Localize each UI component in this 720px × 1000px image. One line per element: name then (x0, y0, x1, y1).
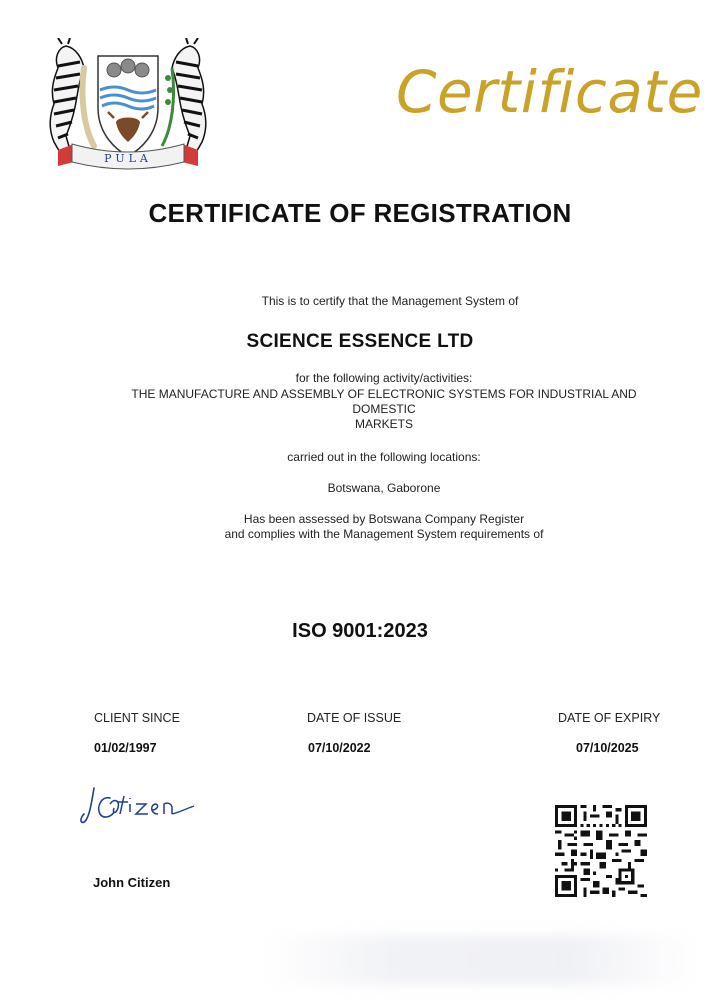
activity-line-3: MARKETS (354, 417, 413, 431)
intro-text: This is to certify that the Management System of (261, 294, 519, 308)
company-name: SCIENCE ESSENCE LTD (246, 331, 474, 352)
handwritten-signature (80, 780, 200, 830)
assessment-line-1: Has been assessed by Botswana Company Register (243, 512, 525, 526)
date-of-issue-label: DATE OF ISSUE (307, 711, 402, 725)
client-since-value: 01/02/1997 (94, 741, 157, 755)
left-zebra (50, 38, 84, 156)
certificate-script-title: Certificate (396, 58, 703, 126)
iso-standard: ISO 9001:2023 (292, 620, 428, 642)
client-since-label: CLIENT SINCE (94, 711, 180, 725)
signer-name: John Citizen (93, 875, 171, 890)
location: Botswana, Gaborone (327, 481, 441, 495)
page-title: CERTIFICATE OF REGISTRATION (148, 198, 572, 228)
date-of-issue-value: 07/10/2022 (308, 741, 371, 755)
right-zebra (172, 38, 206, 156)
activity-intro: for the following activity/activities: (295, 371, 473, 385)
date-of-expiry-value: 07/10/2025 (576, 741, 639, 755)
date-of-expiry-label: DATE OF EXPIRY (558, 711, 661, 725)
coat-of-arms-icon (44, 38, 212, 172)
assessment-line-2: and complies with the Management System requirements of (224, 527, 544, 541)
blurred-footer (260, 935, 700, 985)
activity-line-2: DOMESTIC (352, 402, 416, 416)
shield (98, 56, 158, 156)
activity-line-1: THE MANUFACTURE AND ASSEMBLY OF ELECTRONIC SYSTEMS FOR INDUSTRIAL AND (131, 387, 637, 401)
qr-code-icon[interactable] (555, 805, 647, 897)
svg-text:PULA: PULA (104, 152, 152, 165)
locations-intro: carried out in the following locations: (287, 450, 481, 464)
